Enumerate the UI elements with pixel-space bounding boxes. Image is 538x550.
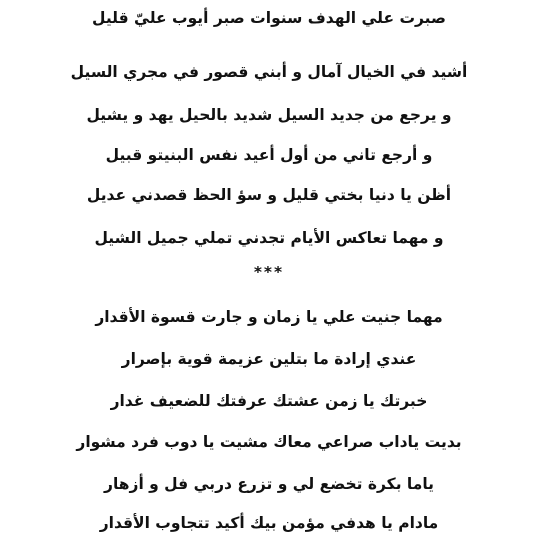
poem-line: خبرتك يا زمن عشتك عرفتك للضعيف غدار: [110, 392, 428, 410]
poem-line: بديت ياداب صراعي معاك مشيت يا دوب فرد مشوار: [76, 433, 462, 451]
poem-line: عندي إرادة ما بتلين عزيمة قوية بإصرار: [121, 350, 417, 368]
poem-line: أشيد في الخيال آمال و أبني قصور في مجري السيل: [70, 63, 468, 81]
poem-line: صبرت علي الهدف سنوات صبر أيوب عليّ قليل: [91, 9, 446, 27]
poem-line: أظن يا دنيا بختي قليل و سؤ الحظ قصدني عديل: [86, 186, 452, 204]
poem-line: و يرجع من جديد السيل شديد بالحيل يهد و يشيل: [86, 106, 452, 124]
poem-line: مهما جنيت علي يا زمان و جارت قسوة الأقدار: [95, 308, 443, 326]
poem-line: و مهما تعاكس الأيام تجدني تملي جميل الشيل: [94, 229, 444, 247]
poem-line: مادام يا هدفي مؤمن بيك أكيد تتجاوب الأقدار: [99, 514, 439, 532]
stanza-separator: ***: [253, 263, 285, 281]
poem-line: و أرجع تاني من أول أعيد نفس البنيتو قبيل: [105, 146, 433, 164]
poem-line: ياما بكرة تخضع لي و تزرع دربي فل و أزهار: [104, 475, 434, 493]
